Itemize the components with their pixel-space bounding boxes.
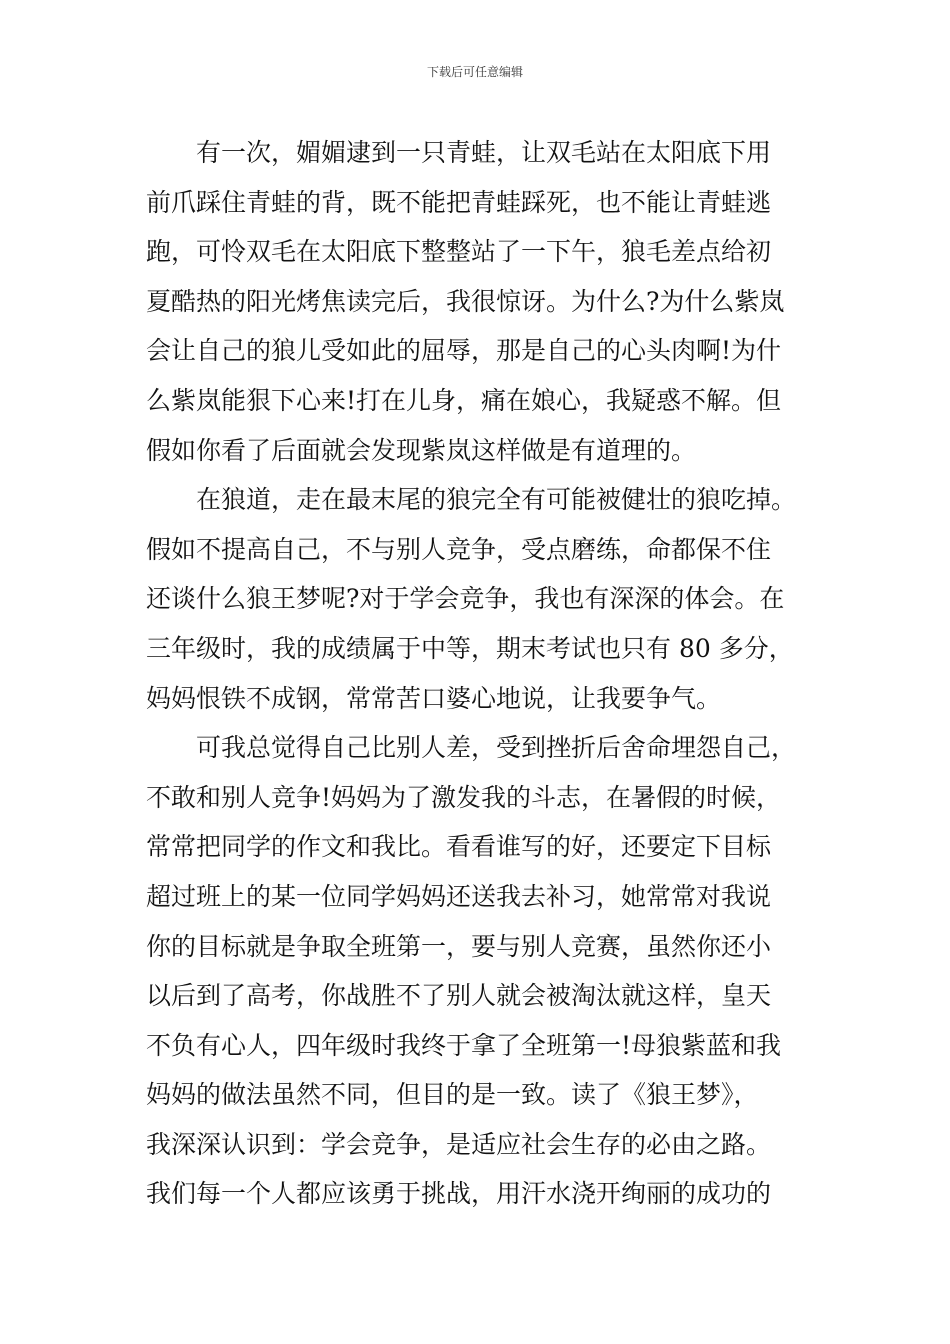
page-header: 下载后可任意编辑 bbox=[426, 65, 523, 79]
paragraph-1-line-2: 前爪踩住青蛙的背，既不能把青蛙踩死，也不能让青蛙逃 bbox=[146, 187, 772, 217]
paragraph-3-line-10: 我们每一个人都应该勇于挑战，用汗水浇开绚丽的成功的 bbox=[146, 1179, 772, 1209]
paragraph-3-line-7: 不负有心人，四年级时我终于拿了全班第一!母狼紫蓝和我 bbox=[146, 1030, 782, 1060]
paragraph-3-line-2: 不敢和别人竞争!妈妈为了激发我的斗志，在暑假的时候， bbox=[146, 782, 782, 812]
paragraph-1-line-3: 跑，可怜双毛在太阳底下整整站了一下午，狼毛差点给初 bbox=[146, 237, 772, 267]
paragraph-3-line-3: 常常把同学的作文和我比。看看谁写的好，还要定下目标 bbox=[146, 832, 772, 862]
paragraph-1-line-4: 夏酷热的阳光烤焦读完后，我很惊讶。为什么?为什么紫岚 bbox=[146, 286, 785, 316]
paragraph-3-line-4: 超过班上的某一位同学妈妈还送我去补习，她常常对我说 bbox=[146, 881, 772, 911]
paragraph-1-line-6: 么紫岚能狠下心来!打在儿身，痛在娘心，我疑惑不解。但 bbox=[146, 385, 782, 415]
paragraph-2-line-5: 妈妈恨铁不成钢，常常苦口婆心地说，让我要争气。 bbox=[146, 683, 722, 713]
paragraph-2-line-3: 还谈什么狼王梦呢?对于学会竞争，我也有深深的体会。在 bbox=[146, 584, 785, 614]
paragraph-2-line-4: 三年级时，我的成绩属于中等，期末考试也只有 80 多分， bbox=[146, 633, 794, 663]
paragraph-1-line-7: 假如你看了后面就会发现紫岚这样做是有道理的。 bbox=[146, 435, 697, 465]
paragraph-2-line-2: 假如不提高自己，不与别人竞争，受点磨练，命都保不住 bbox=[146, 534, 772, 564]
paragraph-3-line-9: 我深深认识到：学会竞争，是适应社会生存的必由之路。 bbox=[146, 1129, 772, 1159]
paragraph-2-line-1: 在狼道，走在最末尾的狼完全有可能被健壮的狼吃掉。 bbox=[196, 485, 797, 515]
paragraph-3-line-5: 你的目标就是争取全班第一，要与别人竞赛，虽然你还小 bbox=[146, 931, 772, 961]
paragraph-3-line-6: 以后到了高考，你战胜不了别人就会被淘汰就这样，皇天 bbox=[146, 981, 772, 1011]
paragraph-3-line-8: 妈妈的做法虽然不同，但目的是一致。读了《狼王梦》， bbox=[146, 1080, 759, 1110]
paragraph-3-line-1: 可我总觉得自己比别人差，受到挫折后舍命埋怨自己， bbox=[196, 733, 797, 763]
paragraph-1-line-5: 会让自己的狼儿受如此的屈辱，那是自己的心头肉啊!为什 bbox=[146, 336, 782, 366]
document-body bbox=[146, 128, 836, 1219]
paragraph-1-line-1: 有一次，媚媚逮到一只青蛙，让双毛站在太阳底下用 bbox=[196, 138, 772, 167]
